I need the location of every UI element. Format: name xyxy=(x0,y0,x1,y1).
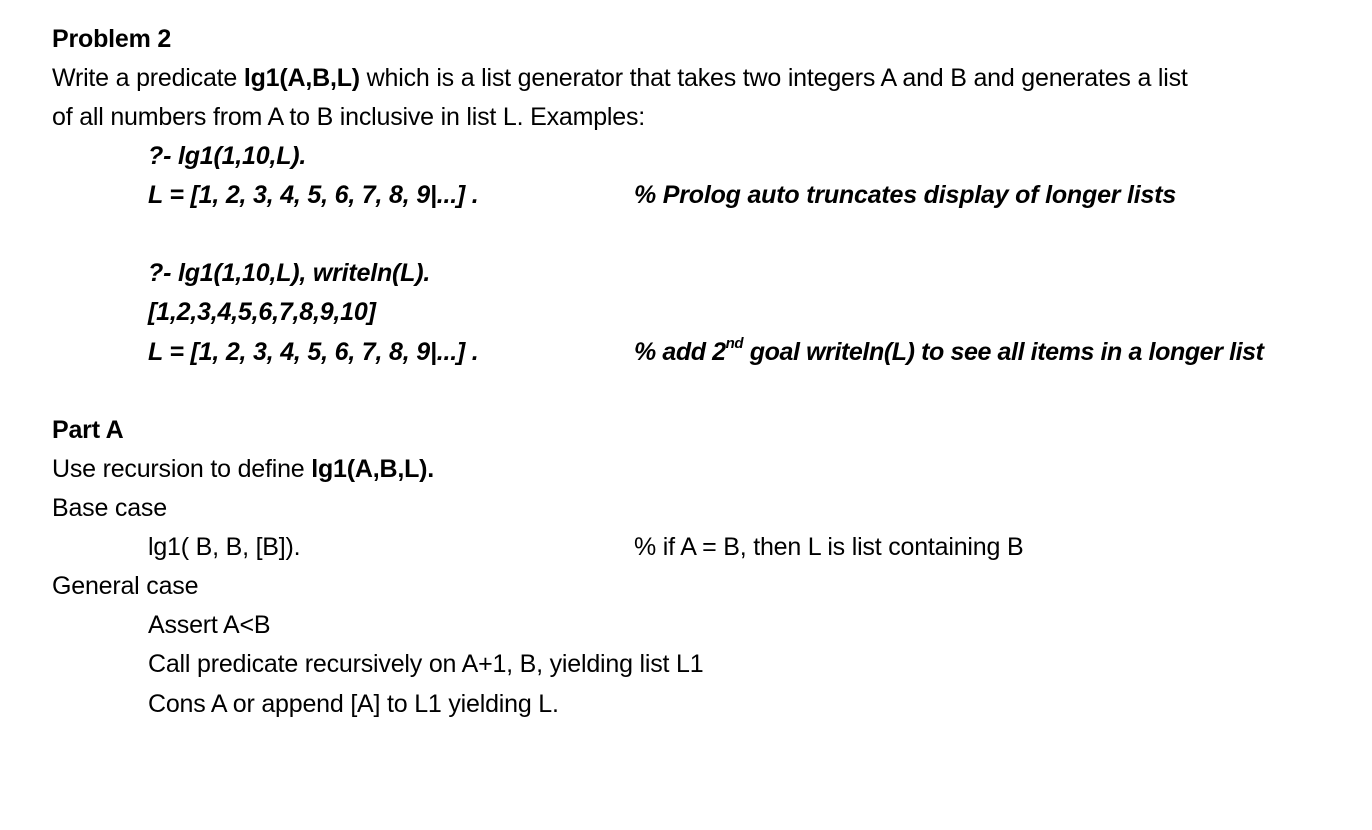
intro-predicate: lg1(A,B,L) xyxy=(243,64,360,92)
example2-comment-sup: nd xyxy=(725,334,744,352)
instruction-text-pre: Use recursion to define xyxy=(52,455,312,483)
example1-comment: % Prolog auto truncates display of longer lists xyxy=(634,181,1177,209)
example2-comment xyxy=(634,334,1264,367)
part-a-heading: Part A xyxy=(52,416,124,444)
example2-query: ?- lg1(1,10,L), writeln(L). xyxy=(148,259,431,287)
general-case-label: General case xyxy=(52,572,199,600)
base-case-label: Base case xyxy=(52,494,167,522)
example2-result: L = [1, 2, 3, 4, 5, 6, 7, 8, 9|...] . xyxy=(148,338,479,366)
instruction-predicate: lg1(A,B,L). xyxy=(311,455,435,483)
base-case-code: lg1( B, B, [B]). xyxy=(148,533,301,561)
problem-heading: Problem 2 xyxy=(52,25,172,53)
example2-comment-post: goal writeln(L) to see all items in a longer list xyxy=(743,338,1264,366)
example1-query: ?- lg1(1,10,L). xyxy=(148,142,307,170)
general-case-step: Assert A<B xyxy=(148,611,271,639)
intro-text-post: which is a list generator that takes two integers A and B and generates a list xyxy=(359,64,1188,92)
problem-intro-line2: of all numbers from A to B inclusive in list L. Examples: xyxy=(52,103,646,131)
problem-intro-line1 xyxy=(52,63,1188,93)
example2-comment-pre: % add 2 xyxy=(634,338,726,366)
intro-text-pre: Write a predicate xyxy=(52,64,244,92)
general-case-step: Call predicate recursively on A+1, B, yielding list L1 xyxy=(148,650,704,678)
part-a-instruction xyxy=(52,454,434,484)
base-case-comment: % if A = B, then L is list containing B xyxy=(634,533,1024,561)
example1-result: L = [1, 2, 3, 4, 5, 6, 7, 8, 9|...] . xyxy=(148,181,479,209)
general-case-step: Cons A or append [A] to L1 yielding L. xyxy=(148,690,559,718)
example2-output: [1,2,3,4,5,6,7,8,9,10] xyxy=(148,298,376,326)
